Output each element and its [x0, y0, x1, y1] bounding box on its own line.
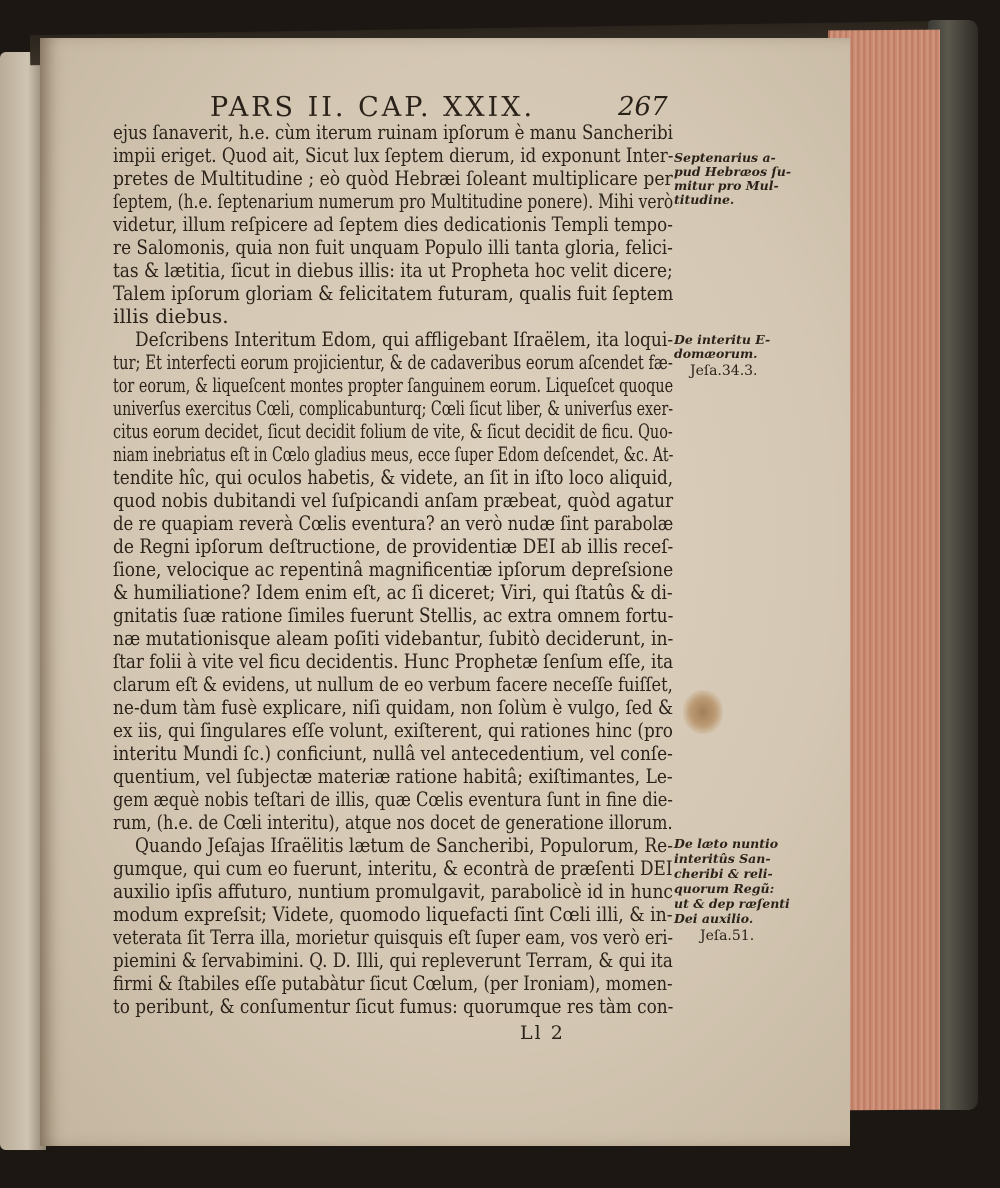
text-line: de re quapiam reverà Cœlis eventura? an verò nudæ ſint parabolæ [113, 511, 674, 535]
paper-stain [683, 690, 723, 734]
text-line: næ mutationisque aleam poſiti videbantur, ſubitò deciderunt, in- [113, 626, 674, 650]
margin-note: pud Hebræos ſu- [674, 164, 792, 179]
text-line: piemini & ſervabimini. Q. D. Illi, qui repleverunt Terram, & qui ita [113, 948, 673, 972]
margin-note: titudine. [674, 192, 735, 207]
text-line: impii eriget. Quod ait, Sicut lux ſeptem dierum, id exponunt Inter- [113, 143, 674, 167]
text-line: gnitatis ſuæ ratione ſimiles fuerunt Stellis, ac extra omnem fortu- [113, 603, 674, 627]
text-line: veterata ſit Terra illa, morietur quisquis eſt ſuper eam, vos verò eri- [113, 925, 674, 949]
text-line: Quando Jeſajas Iſraëlitis lætum de Sancheribi, Populorum, Re- [135, 833, 673, 857]
margin-note: cheribi & reli- [674, 866, 773, 881]
text-line: clarum eſt & evidens, ut nullum de eo verbum facere neceſſe fuiſſet, [113, 672, 673, 696]
text-line: gem æquè nobis teſtari de illis, quæ Cœlis eventura ſunt in fine die- [113, 787, 673, 811]
margin-reference: Jeſa.51. [700, 928, 755, 944]
text-line: tur; Et interfecti eorum projicientur, & de cadaveribus eorum aſcendet fæ- [113, 350, 673, 374]
text-line: tor eorum, & liqueſcent montes propter ſanguinem eorum. Liqueſcet quoque [113, 373, 674, 397]
text-line: Deſcribens Interitum Edom, qui affligebant Iſraëlem, ita loqui- [135, 327, 674, 351]
text-line: firmi & ſtabiles eſſe putabàtur ſicut Cœlum, (per Ironiam), momen- [113, 971, 673, 995]
text-line: auxilio ipſis affuturo, nuntium promulgavit, parabolicè id in hunc [113, 879, 673, 903]
margin-note: Septenarius a- [674, 150, 776, 165]
margin-note: ut & dep ræſenti [674, 896, 790, 911]
margin-reference: Jeſa.34.3. [690, 363, 758, 379]
text-line: Talem ipſorum gloriam & felicitatem futuram, qualis fuit ſeptem [113, 281, 674, 305]
text-line: interitu Mundi ſc.) conficiunt, nullâ vel antecedentium, vel conſe- [113, 741, 673, 765]
text-line: & humiliatione? Idem enim eſt, ac ſi diceret; Viri, qui ſtatûs & di- [113, 580, 673, 604]
margin-note: mitur pro Mul- [674, 178, 779, 193]
text-line: quod nobis dubitandi vel ſuſpicandi anſam præbeat, quòd agatur [113, 488, 674, 512]
margin-note: De interitu E- [674, 332, 771, 347]
text-line: illis diebus. [113, 304, 229, 328]
margin-note: Dei auxilio. [674, 911, 754, 926]
text-line: tendite hîc, qui oculos habetis, & videte, an ſit in iſto loco aliquid, [113, 465, 674, 489]
text-line: ejus ſanaverit, h.e. cùm iterum ruinam ipſorum è manu Sancheribi [113, 120, 673, 144]
page-number: 267 [618, 92, 668, 122]
text-line: quentium, vel ſubjectæ materiæ ratione habitâ; exiſtimantes, Le- [113, 764, 673, 788]
text-line: ſione, velocique ac repentinâ magnificentiæ ipſorum depreſsione [113, 557, 674, 581]
margin-note: domæorum. [674, 346, 758, 361]
margin-note: quorum Regũ: [674, 881, 775, 896]
text-line: modum expreſsit; Videte, quomodo liquefacti ſint Cœli illi, & in- [113, 902, 673, 926]
text-line: tas & lætitia, ſicut in diebus illis: ita ut Propheta hoc velit dicere; [113, 258, 673, 282]
text-line: niam inebriatus eſt in Cœlo gladius meus, ecce ſuper Edom deſcendet, &c. At- [113, 442, 674, 466]
text-line: to peribunt, & conſumentur ſicut fumus: quorumque res tàm con- [113, 994, 674, 1018]
text-line: de Regni ipſorum deſtructione, de providentiæ DEI ab illis receſ- [113, 534, 674, 558]
text-line: videtur, illum reſpicere ad ſeptem dies dedicationis Templi tempo- [113, 212, 673, 236]
text-line: ſtar folii à vite vel ficu decidentis. Hunc Prophetæ ſenſum eſſe, ita [113, 649, 674, 673]
running-title: PARS II. CAP. XXIX. [210, 92, 536, 123]
text-line: pretes de Multitudine ; eò quòd Hebræi ſoleant multiplicare per [113, 166, 673, 190]
text-line: gumque, qui cum eo fuerunt, interitu, & econtrà de præſenti DEI [113, 856, 673, 880]
margin-note: De læto nuntio [674, 836, 779, 851]
text-line: ne-dum tàm fusè explicare, niſi quidam, non ſolùm è vulgo, ſed & [113, 695, 674, 719]
text-line: citus eorum decidet, ſicut decidit folium de vite, & ſicut decidit de ficu. Quo- [113, 419, 673, 443]
text-line: re Salomonis, quia non fuit unquam Populo illi tanta gloria, felici- [113, 235, 673, 259]
margin-note: interitûs San- [674, 851, 771, 866]
signature-mark: Ll 2 [520, 1022, 565, 1044]
text-line: ſeptem, (h.e. ſeptenarium numerum pro Multitudine ponere). Mihi verò [113, 189, 674, 213]
text-line: rum, (h.e. de Cœli interitu), atque nos docet de generatione illorum. [113, 810, 673, 834]
text-line: ex iis, qui ſingulares eſſe volunt, exiſterent, qui rationes hinc (pro [113, 718, 673, 742]
text-line: univerſus exercitus Cœli, complicabunturq; Cœli ſicut liber, & univerſus exer- [113, 396, 674, 420]
